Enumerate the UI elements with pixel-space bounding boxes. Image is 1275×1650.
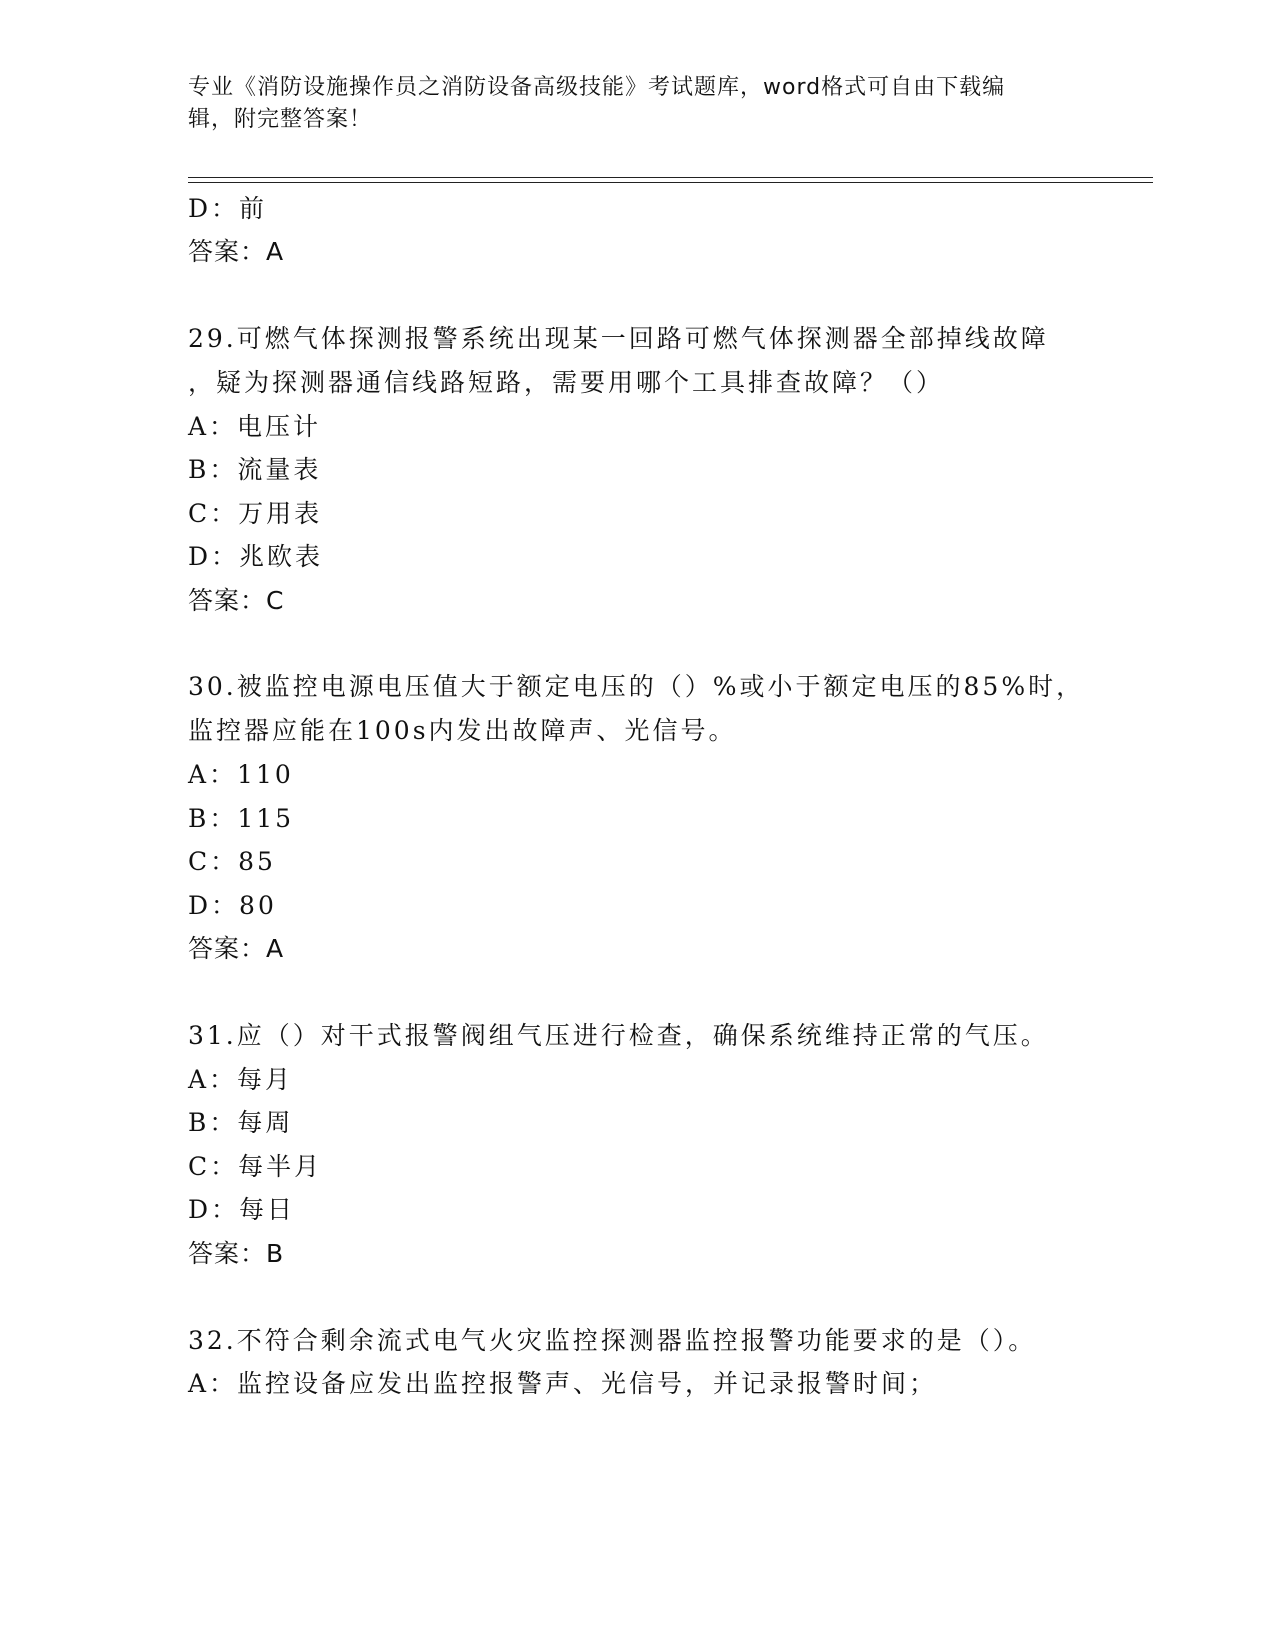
q30-option-b: B：115: [188, 804, 295, 833]
q30-stem-line-2: 监控器应能在100s内发出故障声、光信号。: [188, 716, 737, 745]
q29-option-d: D：兆欧表: [188, 542, 324, 571]
q29-stem-line-1: 29.可燃气体探测报警系统出现某一回路可燃气体探测器全部掉线故障: [188, 324, 1049, 353]
header-rule-bottom: [188, 182, 1153, 183]
q29-option-a: A：电压计: [188, 412, 322, 441]
q29-answer: 答案：C: [188, 586, 285, 615]
header-line-1: 专业《消防设施操作员之消防设备高级技能》考试题库，word格式可自由下载编: [188, 75, 1006, 100]
q31-answer: 答案：B: [188, 1239, 285, 1268]
q31-option-b: B：每周: [188, 1108, 294, 1137]
q31-option-c: C：每半月: [188, 1152, 323, 1181]
q30-option-a: A：110: [188, 760, 294, 789]
q32-stem-line-1: 32.不符合剩余流式电气火灾监控探测器监控报警功能要求的是（）。: [188, 1326, 1037, 1355]
q30-answer: 答案：A: [188, 934, 285, 963]
prev-option-d: D：前: [188, 194, 268, 223]
q30-option-c: C：85: [188, 847, 276, 876]
prev-answer: 答案：A: [188, 237, 285, 266]
q31-option-a: A：每月: [188, 1065, 294, 1094]
document-header: [188, 72, 1068, 136]
q30-stem-line-1: 30.被监控电源电压值大于额定电压的（）%或小于额定电压的85%时，: [188, 672, 1085, 701]
q29-option-c: C：万用表: [188, 499, 323, 528]
q29-option-b: B：流量表: [188, 455, 322, 484]
q31-option-d: D：每日: [188, 1195, 296, 1224]
q32-option-a: A：监控设备应发出监控报警声、光信号，并记录报警时间；: [188, 1369, 938, 1398]
header-line-2: 辑，附完整答案！: [188, 107, 373, 132]
q31-stem-line-1: 31.应（）对干式报警阀组气压进行检查，确保系统维持正常的气压。: [188, 1021, 1049, 1050]
q29-stem-line-2: ，疑为探测器通信线路短路，需要用哪个工具排查故障？（）: [188, 368, 945, 397]
q30-option-d: D：80: [188, 891, 277, 920]
header-rule-top: [188, 177, 1153, 178]
